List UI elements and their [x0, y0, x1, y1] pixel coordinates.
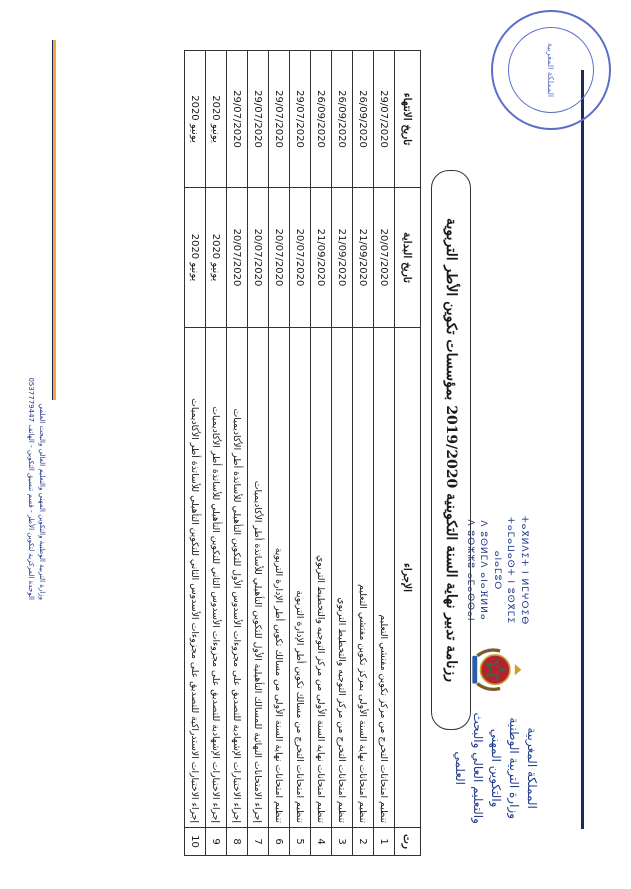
- footer-line: وزارة التربية الوطنية والتكوين المهني والتعليم العالي والبحث العلمي: [38, 403, 46, 600]
- footer-divider: [52, 40, 53, 400]
- row-end-date: 29/07/2020: [374, 51, 395, 188]
- table-header-row: [395, 51, 421, 856]
- row-procedure: إجراء الاختبارات الإشهادية للتصديق على مجزوءات الأسدوس الثاني للتكوين التأهيلي للأساتذة أطر الأكاديميات: [206, 328, 227, 828]
- row-procedure: تنظيم امتحانات نهاية السنة الأولى من مسالك تكوين أطر الإدارة التربوية: [269, 328, 290, 828]
- ministry-arabic-line: المملكة المغربية: [525, 727, 539, 809]
- row-procedure: تنظيم امتحانات نهاية السنة الأولى بمركز تكوين مفتشي التعليم: [353, 328, 374, 828]
- row-number: 4: [311, 828, 332, 856]
- row-end-date: 26/09/2020: [353, 51, 374, 188]
- table-row: [269, 51, 290, 856]
- schedule-table: [184, 50, 421, 856]
- table-row: [311, 51, 332, 856]
- document-title: رزنامة تدبير نهاية السنة التكوينية 2019/2020 بمؤسسات تكوين الأطر التربوية: [431, 170, 471, 730]
- official-stamp-inner: [508, 27, 594, 113]
- column-header-procedure: الإجراء: [395, 328, 421, 828]
- table-row: [206, 51, 227, 856]
- row-procedure: تنظيم امتحانات التخرج من مركز التوجيه والتخطيط التربوي: [332, 328, 353, 828]
- column-header-number: رت: [395, 828, 421, 856]
- row-number: 8: [227, 828, 248, 856]
- row-end-date: يونيو 2020: [206, 51, 227, 188]
- row-procedure: تنظيم امتحانات التخرج من مركز تكوين مفتشي التعليم: [374, 328, 395, 828]
- coat-of-arms-icon: [461, 646, 531, 693]
- row-end-date: يونيو 2020: [185, 51, 206, 188]
- row-end-date: 29/07/2020: [227, 51, 248, 188]
- row-procedure: تنظيم امتحانات التخرج من مسالك تكوين أطر الإدارة التربوية: [290, 328, 311, 828]
- ministry-tifinagh-line: ⵜⴰⵎⴰⵡⴰⵙⵜ ⵏ ⵓⵙⴳⵎⵉ ⴰⵏⴰⵎⵓⵔ: [491, 516, 516, 625]
- column-header-start-date: تاريخ البداية: [395, 188, 421, 328]
- row-start-date: 20/07/2020: [290, 188, 311, 328]
- footer: [25, 40, 47, 600]
- table-row: [374, 51, 395, 856]
- row-start-date: يونيو 2020: [185, 188, 206, 328]
- ministry-tifinagh-line: ⴷ ⵓⵔⵣⵣⵓ ⴰⵎⴰⵙⵙⴰⵏ: [464, 519, 475, 622]
- row-start-date: 20/07/2020: [248, 188, 269, 328]
- row-start-date: 20/07/2020: [227, 188, 248, 328]
- table-row: [290, 51, 311, 856]
- column-header-end-date: تاريخ الانتهاء: [395, 51, 421, 188]
- ministry-tifinagh-lines: [462, 509, 530, 632]
- ministry-tifinagh-line: ⵜⴰⴳⵍⴷⵉⵜ ⵏ ⵍⵎⵖⵔⵉⴱ: [518, 515, 529, 626]
- footer-line: الوحدة المركزية لتكوين الأطر - قسم تنسيق التكوين - الهاتف 0537779447: [26, 377, 35, 600]
- row-number: 10: [185, 828, 206, 856]
- row-end-date: 29/07/2020: [290, 51, 311, 188]
- row-start-date: 20/07/2020: [374, 188, 395, 328]
- row-number: 5: [290, 828, 311, 856]
- table-row: [248, 51, 269, 856]
- row-procedure: إجراء الاختبارات الاستدراكية للتصديق على مجزوءات الأسدوس الثاني للتكوين التأهيلي للأساتذة أطر الأكاديميات: [185, 328, 206, 828]
- row-number: 1: [374, 828, 395, 856]
- row-end-date: 29/07/2020: [248, 51, 269, 188]
- row-start-date: 21/09/2020: [332, 188, 353, 328]
- row-start-date: 20/07/2020: [269, 188, 290, 328]
- row-procedure: تنظيم امتحانات نهاية السنة الأولى من مركز التوجيه والتخطيط التربوي: [311, 328, 332, 828]
- table-row: [332, 51, 353, 856]
- row-end-date: 26/09/2020: [311, 51, 332, 188]
- row-number: 6: [269, 828, 290, 856]
- table-row: [227, 51, 248, 856]
- row-start-date: يونيو 2020: [206, 188, 227, 328]
- footer-accent-line: [53, 40, 56, 400]
- table-row: [353, 51, 374, 856]
- ministry-arabic-line: والتكوين المهني: [489, 728, 503, 808]
- row-start-date: 21/09/2020: [353, 188, 374, 328]
- row-end-date: 29/07/2020: [269, 51, 290, 188]
- row-number: 9: [206, 828, 227, 856]
- ministry-arabic-line: والتعليم العالي والبحث العلمي: [453, 712, 485, 824]
- row-procedure: إجراء الاختبارات الإشهادية للتصديق على مجزوءات الأسدوس الأول للتكوين التأهيلي للأساتذة أطر الأكاديميات: [227, 328, 248, 828]
- row-number: 7: [248, 828, 269, 856]
- ministry-tifinagh-line: ⴷ ⵓⵙⵍⵎⴷ ⴰⵏⴰⴼⵍⵍⴰ: [478, 520, 489, 621]
- header-divider: [581, 70, 584, 829]
- official-stamp: [491, 10, 611, 130]
- row-start-date: 21/09/2020: [311, 188, 332, 328]
- stamp-text: المملكة المغربية: [546, 42, 556, 98]
- row-number: 3: [332, 828, 353, 856]
- ministry-arabic-line: وزارة التربية الوطنية: [507, 717, 521, 819]
- row-procedure: إجراء الامتحانات النهائية للمسالك التأهيلية الأول للتكوين التأهيلي للأساتذة أطر الأكاديميات: [248, 328, 269, 828]
- row-number: 2: [353, 828, 374, 856]
- row-end-date: 26/09/2020: [332, 51, 353, 188]
- table-row: [185, 51, 206, 856]
